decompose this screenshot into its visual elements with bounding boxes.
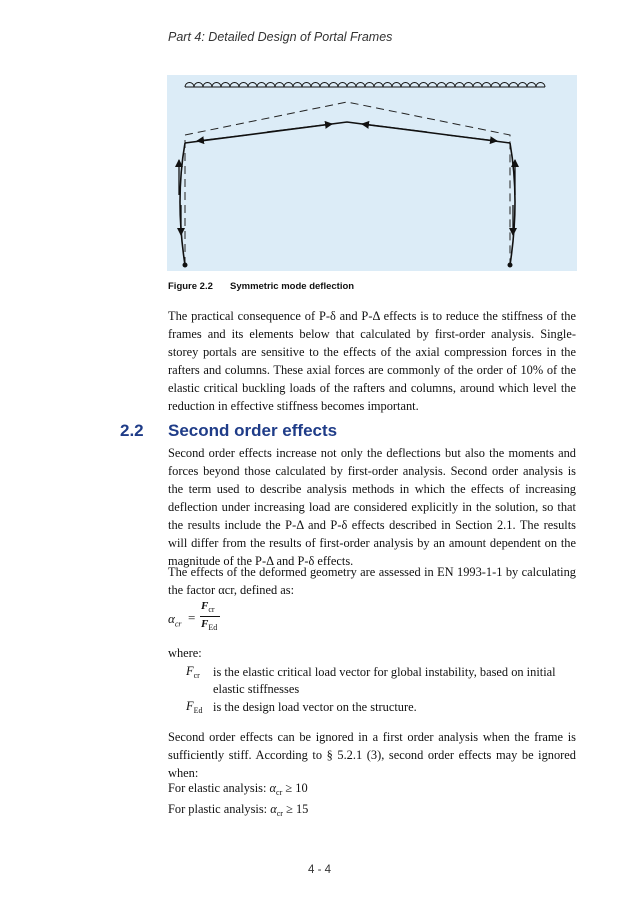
section-title: Second order effects [168, 421, 338, 440]
right-rafter-arrow-out [447, 135, 497, 141]
where-def-fed: is the design load vector on the structure. [213, 700, 417, 714]
eq-equals: = [188, 610, 196, 625]
left-column-deflected [180, 143, 185, 265]
page-number: 4 - 4 [308, 864, 332, 876]
portal-frame-figure [167, 75, 577, 271]
distributed-load-symbol [185, 83, 545, 88]
eq-fraction-bar [200, 616, 220, 617]
paragraph-alpha-cr: The effects of the deformed geometry are assessed in EN 1993-1-1 by calculating the factor αcr, defined as: [168, 565, 576, 597]
running-header: Part 4: Detailed Design of Portal Frames [168, 30, 393, 44]
right-rafter-arrow-in [362, 124, 427, 132]
right-column-deflected [510, 143, 515, 265]
figure-caption-text: Symmetric mode deflection [230, 281, 355, 292]
right-support [508, 263, 513, 268]
figure-caption [168, 281, 354, 292]
eq-denominator: $F_{Ed}$ [201, 618, 218, 632]
eq-lhs: $\alpha_{cr}$ [168, 611, 182, 629]
where-def-fcr: is the elastic critical load vector for global instability, based on initial elastic stiffnesses [213, 665, 556, 696]
criterion-elastic: For elastic analysis: $\alpha_{cr} \ge 10$ [168, 781, 308, 797]
left-support [183, 263, 188, 268]
criterion-plastic: For plastic analysis: $\alpha_{cr} \ge 15$ [168, 802, 309, 818]
paragraph-second-order-intro: Second order effects increase not only the deflections but also the moments and forces beyond those calculated by first-order analysis. Second order analysis is the term used to describe analysis methods in which the effects of increasing deflection under increasing load are considered explicitly in the solution, so that the results include the P-Δ and P-δ effects described in Section 2.1. The results will differ from the results of first-order analysis by an amount dependent on the magnitude of the P-Δ and P-δ effects. [168, 446, 576, 568]
figure-number: Figure 2.2 [168, 281, 213, 292]
left-rafter-arrow-in [267, 124, 332, 132]
frame-deflection-diagram [167, 75, 577, 271]
paragraph-ignore-criteria: Second order effects can be ignored in a first order analysis when the frame is sufficiently stiff. According to § 5.2.1 (3), second order effects may be ignored when: [168, 730, 576, 780]
left-rafter-arrow-out [197, 135, 247, 141]
where-term-fcr: $F_{cr}$ [186, 664, 200, 680]
rafters-deflected [185, 122, 510, 143]
eq-numerator: $F_{cr}$ [201, 600, 215, 614]
section-number: 2.2 [120, 421, 144, 440]
where-term-fed: $F_{Ed}$ [186, 699, 203, 715]
paragraph-pdelta-consequence: The practical consequence of P-δ and P-Δ effects is to reduce the stiffness of the frames and its elements below that calculated by first-order analysis. Single-storey portals are sensitive to the effects of the axial compression forces in the rafters and columns. These axial forces are commonly of the order of 10% of the elastic critical buckling loads of the rafters and columns, around which level the reduction in effective stiffness becomes important. [168, 309, 576, 413]
where-label: where: [168, 646, 202, 660]
alpha-cr-equation [168, 600, 288, 636]
original-geometry-dashed [185, 102, 510, 265]
